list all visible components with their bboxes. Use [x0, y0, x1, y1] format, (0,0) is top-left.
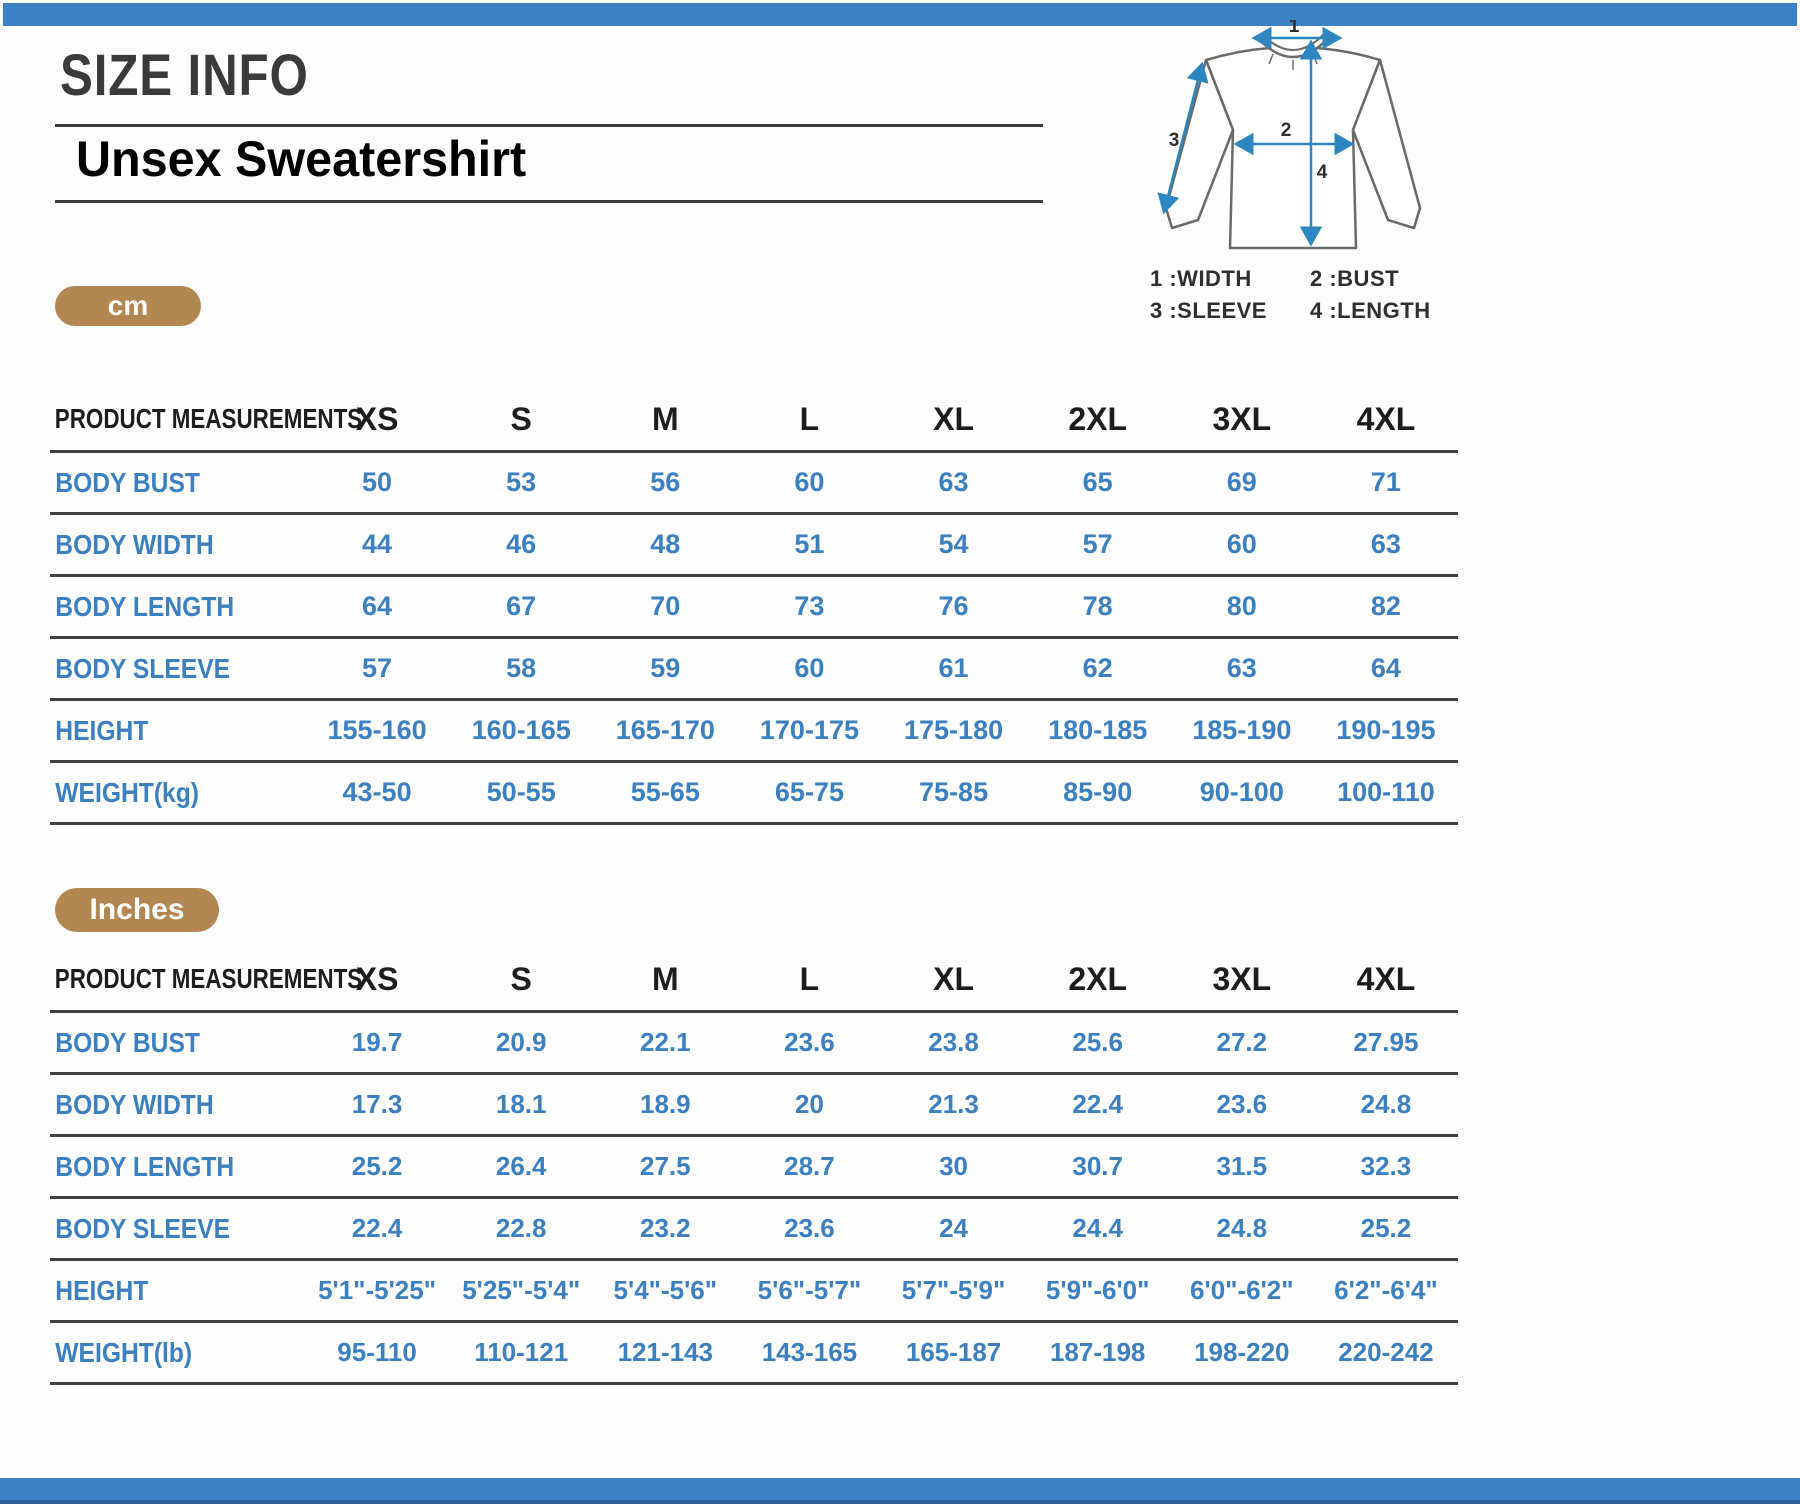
- garment-diagram: [1118, 20, 1478, 324]
- table-cell: 62: [1082, 653, 1113, 683]
- table-cell: 165-187: [905, 1337, 1002, 1367]
- table-cell: 50-55: [486, 777, 556, 807]
- table-cell: 121-143: [617, 1337, 714, 1367]
- product-name: Unsex Sweatershirt: [76, 131, 527, 187]
- table-cell: 76: [938, 591, 969, 621]
- table-cell: 57: [362, 653, 393, 683]
- column-header-size-m: M: [651, 400, 679, 437]
- row-label: BODY WIDTH: [55, 1088, 214, 1120]
- table-row: [50, 1013, 1458, 1075]
- column-header-size-2xl: 2XL: [1068, 400, 1128, 437]
- row-label: BODY LENGTH: [55, 590, 235, 622]
- column-header-size-xl: XL: [933, 400, 974, 437]
- table-row: [50, 1137, 1458, 1199]
- table-cell: 170-175: [759, 715, 859, 745]
- table-cell: 27.2: [1216, 1027, 1268, 1057]
- table-cell: 65: [1082, 467, 1113, 497]
- table-cell: 26.4: [495, 1151, 547, 1181]
- table-row: [50, 515, 1458, 577]
- table-cell: 110-121: [474, 1337, 569, 1367]
- row-label: WEIGHT(lb): [55, 1336, 193, 1368]
- table-cell: 80: [1226, 591, 1257, 621]
- table-cell: 19.7: [351, 1027, 403, 1057]
- table-cell: 5'1"-5'25": [318, 1275, 437, 1305]
- table-cell: 60: [794, 467, 825, 497]
- column-header-measurements: PRODUCT MEASUREMENTS: [54, 963, 363, 994]
- table-cell: 100-110: [1337, 777, 1435, 807]
- callout-1-width: 1: [1288, 20, 1300, 37]
- table-cell: 63: [938, 467, 969, 497]
- table-cell: 190-195: [1336, 715, 1436, 745]
- table-row: [50, 1075, 1458, 1137]
- table-cell: 50: [362, 467, 393, 497]
- table-cell: 23.2: [640, 1213, 691, 1243]
- table-cell: 57: [1082, 529, 1113, 559]
- legend-item-length: 4 :LENGTH: [1310, 298, 1431, 323]
- table-cell: 56: [650, 467, 681, 497]
- legend-item-bust: 2 :BUST: [1310, 266, 1400, 291]
- unit-badge-inches: Inches: [55, 888, 219, 932]
- column-header-size-4xl: 4XL: [1356, 960, 1416, 997]
- table-cell: 143-165: [761, 1337, 858, 1367]
- row-label: HEIGHT: [55, 1274, 149, 1306]
- table-cell: 44: [362, 529, 393, 559]
- table-cell: 63: [1370, 529, 1401, 559]
- table-cell: 5'4"-5'6": [613, 1275, 718, 1305]
- row-label: BODY LENGTH: [55, 1150, 235, 1182]
- table-cell: 70: [650, 591, 681, 621]
- table-cell: 175-180: [904, 715, 1004, 745]
- column-header-measurements: PRODUCT MEASUREMENTS: [54, 403, 363, 434]
- table-cell: 59: [650, 653, 681, 683]
- row-label: WEIGHT(kg): [55, 776, 199, 808]
- table-cell: 30: [939, 1151, 969, 1181]
- column-header-size-s: S: [510, 400, 532, 437]
- table-cell: 25.2: [351, 1151, 403, 1181]
- table-cell: 24.8: [1216, 1213, 1268, 1243]
- table-cell: 24: [939, 1213, 969, 1243]
- row-label: BODY SLEEVE: [55, 652, 231, 684]
- size-table-inches: [50, 948, 1458, 1385]
- table-cell: 180-185: [1048, 715, 1148, 745]
- table-cell: 22.1: [640, 1027, 691, 1057]
- table-cell: 90-100: [1199, 777, 1284, 807]
- unit-badge-cm: cm: [55, 286, 201, 326]
- callout-3-sleeve: 3: [1168, 130, 1180, 151]
- table-cell: 6'0"-6'2": [1190, 1275, 1294, 1305]
- table-cell: 155-160: [327, 715, 427, 745]
- table-row: [50, 639, 1458, 701]
- table-cell: 60: [1226, 529, 1257, 559]
- table-cell: 75-85: [919, 777, 989, 807]
- table-cell: 82: [1370, 591, 1401, 621]
- row-label: BODY SLEEVE: [55, 1212, 231, 1244]
- table-cell: 55-65: [630, 777, 700, 807]
- table-cell: 53: [506, 467, 537, 497]
- table-cell: 67: [506, 591, 537, 621]
- table-cell: 5'25"-5'4": [462, 1275, 581, 1305]
- table-row: [50, 1323, 1458, 1385]
- table-cell: 18.9: [640, 1089, 691, 1119]
- table-cell: 20.9: [495, 1027, 547, 1057]
- table-cell: 17.3: [351, 1089, 403, 1119]
- table-row: [50, 701, 1458, 763]
- page-title: SIZE INFO: [60, 43, 309, 108]
- table-cell: 61: [938, 653, 969, 683]
- table-cell: 22.4: [351, 1213, 403, 1243]
- table-cell: 54: [938, 529, 969, 559]
- table-cell: 160-165: [471, 715, 571, 745]
- table-cell: 23.6: [784, 1027, 835, 1057]
- table-cell: 27.5: [640, 1151, 691, 1181]
- column-header-size-l: L: [799, 400, 820, 437]
- table-cell: 65-75: [774, 777, 844, 807]
- table-cell: 25.6: [1072, 1027, 1123, 1057]
- row-label: HEIGHT: [55, 714, 149, 746]
- column-header-size-3xl: 3XL: [1212, 960, 1272, 997]
- callout-2-bust: 2: [1280, 120, 1292, 141]
- table-cell: 24.4: [1072, 1213, 1123, 1243]
- column-header-size-m: M: [651, 960, 679, 997]
- column-header-size-xs: XS: [355, 400, 399, 437]
- column-header-size-l: L: [799, 960, 820, 997]
- legend-item-width: 1 :WIDTH: [1150, 266, 1252, 291]
- callout-4-length: 4: [1316, 162, 1328, 183]
- table-cell: 22.4: [1072, 1089, 1123, 1119]
- table-cell: 71: [1370, 467, 1401, 497]
- table-cell: 31.5: [1216, 1151, 1268, 1181]
- row-label: BODY BUST: [55, 466, 200, 498]
- table-row: [50, 1261, 1458, 1323]
- table-row: [50, 763, 1458, 825]
- legend-item-sleeve: 3 :SLEEVE: [1150, 298, 1267, 323]
- table-cell: 85-90: [1063, 777, 1133, 807]
- table-cell: 6'2"-6'4": [1334, 1275, 1438, 1305]
- size-table-cm: [50, 388, 1458, 825]
- table-cell: 220-242: [1338, 1337, 1434, 1367]
- bottom-edge-line: [0, 1500, 1800, 1504]
- table-header-row: [50, 948, 1458, 1013]
- table-cell: 21.3: [928, 1089, 979, 1119]
- table-cell: 46: [506, 529, 537, 559]
- table-cell: 20: [794, 1089, 824, 1119]
- table-cell: 48: [650, 529, 681, 559]
- table-cell: 5'9"-6'0": [1045, 1275, 1150, 1305]
- divider-line: [55, 200, 1043, 203]
- diagram-legend: [1150, 266, 1478, 324]
- table-cell: 24.8: [1360, 1089, 1412, 1119]
- column-header-size-3xl: 3XL: [1212, 400, 1272, 437]
- table-cell: 23.8: [928, 1027, 979, 1057]
- table-cell: 63: [1226, 653, 1257, 683]
- sweatshirt-illustration: [1118, 20, 1468, 262]
- table-cell: 198-220: [1194, 1337, 1290, 1367]
- table-cell: 165-170: [615, 715, 715, 745]
- table-cell: 185-190: [1192, 715, 1292, 745]
- table-cell: 5'7"-5'9": [901, 1275, 1006, 1305]
- column-header-size-s: S: [510, 960, 532, 997]
- column-header-size-xl: XL: [933, 960, 974, 997]
- table-row: [50, 577, 1458, 639]
- table-cell: 78: [1082, 591, 1113, 621]
- row-label: BODY BUST: [55, 1026, 200, 1058]
- table-cell: 64: [362, 591, 393, 621]
- column-header-size-2xl: 2XL: [1068, 960, 1128, 997]
- table-cell: 23.6: [784, 1213, 835, 1243]
- table-cell: 51: [794, 529, 825, 559]
- table-cell: 95-110: [337, 1337, 417, 1367]
- table-cell: 69: [1226, 467, 1257, 497]
- column-header-size-xs: XS: [355, 960, 399, 997]
- table-cell: 5'6"-5'7": [757, 1275, 862, 1305]
- table-cell: 22.8: [495, 1213, 547, 1243]
- table-row: [50, 453, 1458, 515]
- table-cell: 60: [794, 653, 825, 683]
- table-cell: 73: [794, 591, 825, 621]
- table-row: [50, 1199, 1458, 1261]
- table-cell: 23.6: [1216, 1089, 1268, 1119]
- divider-line: [55, 124, 1043, 127]
- table-cell: 18.1: [495, 1089, 547, 1119]
- table-cell: 27.95: [1353, 1027, 1419, 1057]
- table-cell: 58: [506, 653, 537, 683]
- table-cell: 187-198: [1049, 1337, 1146, 1367]
- table-header-row: [50, 388, 1458, 453]
- top-border-bar: [3, 3, 1797, 26]
- bottom-border-bar: [0, 1478, 1800, 1500]
- table-cell: 32.3: [1360, 1151, 1412, 1181]
- table-cell: 28.7: [784, 1151, 835, 1181]
- table-cell: 25.2: [1360, 1213, 1412, 1243]
- table-cell: 43-50: [342, 777, 412, 807]
- row-label: BODY WIDTH: [55, 528, 214, 560]
- table-cell: 30.7: [1072, 1151, 1123, 1181]
- column-header-size-4xl: 4XL: [1356, 400, 1416, 437]
- table-cell: 64: [1370, 653, 1401, 683]
